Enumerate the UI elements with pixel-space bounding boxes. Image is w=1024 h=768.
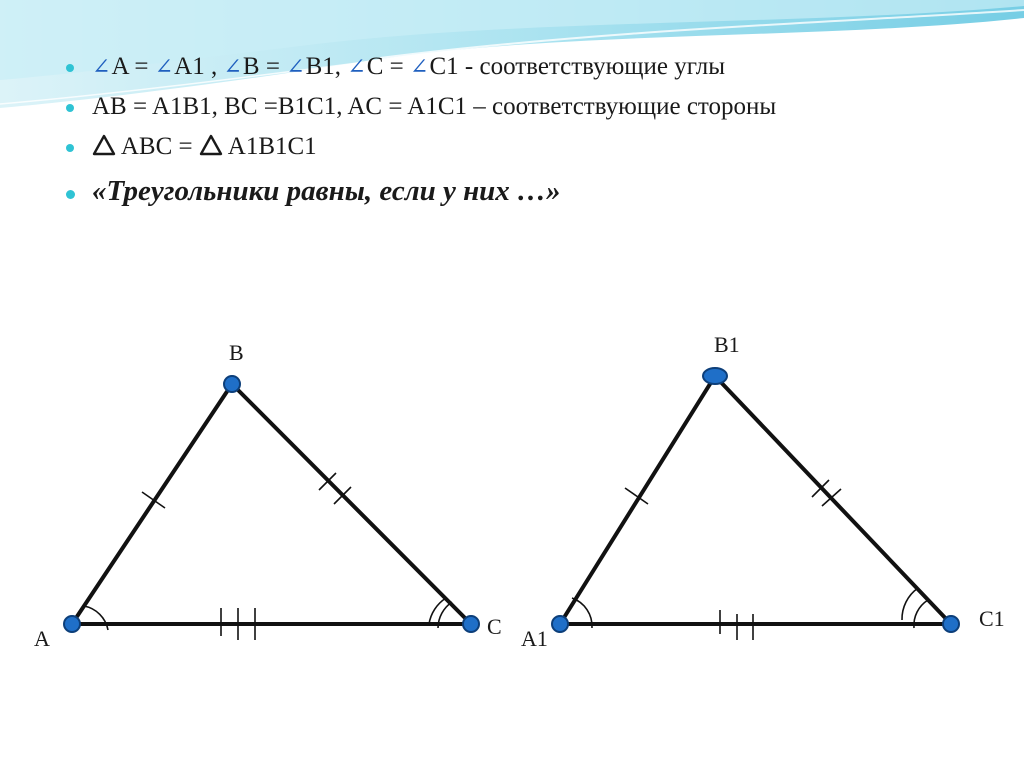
label-c1: C1 xyxy=(979,606,1005,631)
label-b: B xyxy=(229,340,244,365)
angle-a-text: A = xyxy=(111,53,155,80)
side-bc xyxy=(232,384,471,624)
vertex-b xyxy=(224,376,240,392)
vertex-a1 xyxy=(552,616,568,632)
triangle-abc-text: ABC = xyxy=(120,133,199,160)
tick-ab xyxy=(142,492,165,508)
angle-icon: ∠ xyxy=(286,54,305,79)
label-a1: A1 xyxy=(521,626,548,651)
side-a1b1 xyxy=(560,376,715,624)
angle-icon: ∠ xyxy=(154,54,174,79)
vertex-b1 xyxy=(703,368,727,384)
angle-c-text: C = xyxy=(366,53,411,80)
sides-text: AB = A1B1, BC =B1C1, AC = A1C1 – соответствующие стороны xyxy=(92,93,777,120)
question-text: «Треугольники равны, если у них …» xyxy=(92,175,561,207)
angle-icon: ∠ xyxy=(347,54,366,79)
angle-b-text: B = xyxy=(242,53,287,80)
side-b1c1 xyxy=(715,376,951,624)
angle-arc-a xyxy=(84,606,108,630)
angle-icon: ∠ xyxy=(223,54,242,79)
side-ab xyxy=(72,384,232,624)
vertex-a xyxy=(64,616,80,632)
triangle-a1b1c1-text: A1B1C1 xyxy=(227,133,317,160)
label-c: C xyxy=(487,614,502,639)
label-b1: B1 xyxy=(714,332,740,357)
angle-a1-text: A1 , xyxy=(174,53,224,80)
angle-icon: ∠ xyxy=(92,54,111,79)
angle-b1-text: B1, xyxy=(305,53,348,80)
angle-icon: ∠ xyxy=(410,54,429,79)
vertex-c xyxy=(463,616,479,632)
label-a: A xyxy=(34,626,50,651)
vertex-c1 xyxy=(943,616,959,632)
angle-c1-text: C1 - соответствующие углы xyxy=(429,53,726,80)
